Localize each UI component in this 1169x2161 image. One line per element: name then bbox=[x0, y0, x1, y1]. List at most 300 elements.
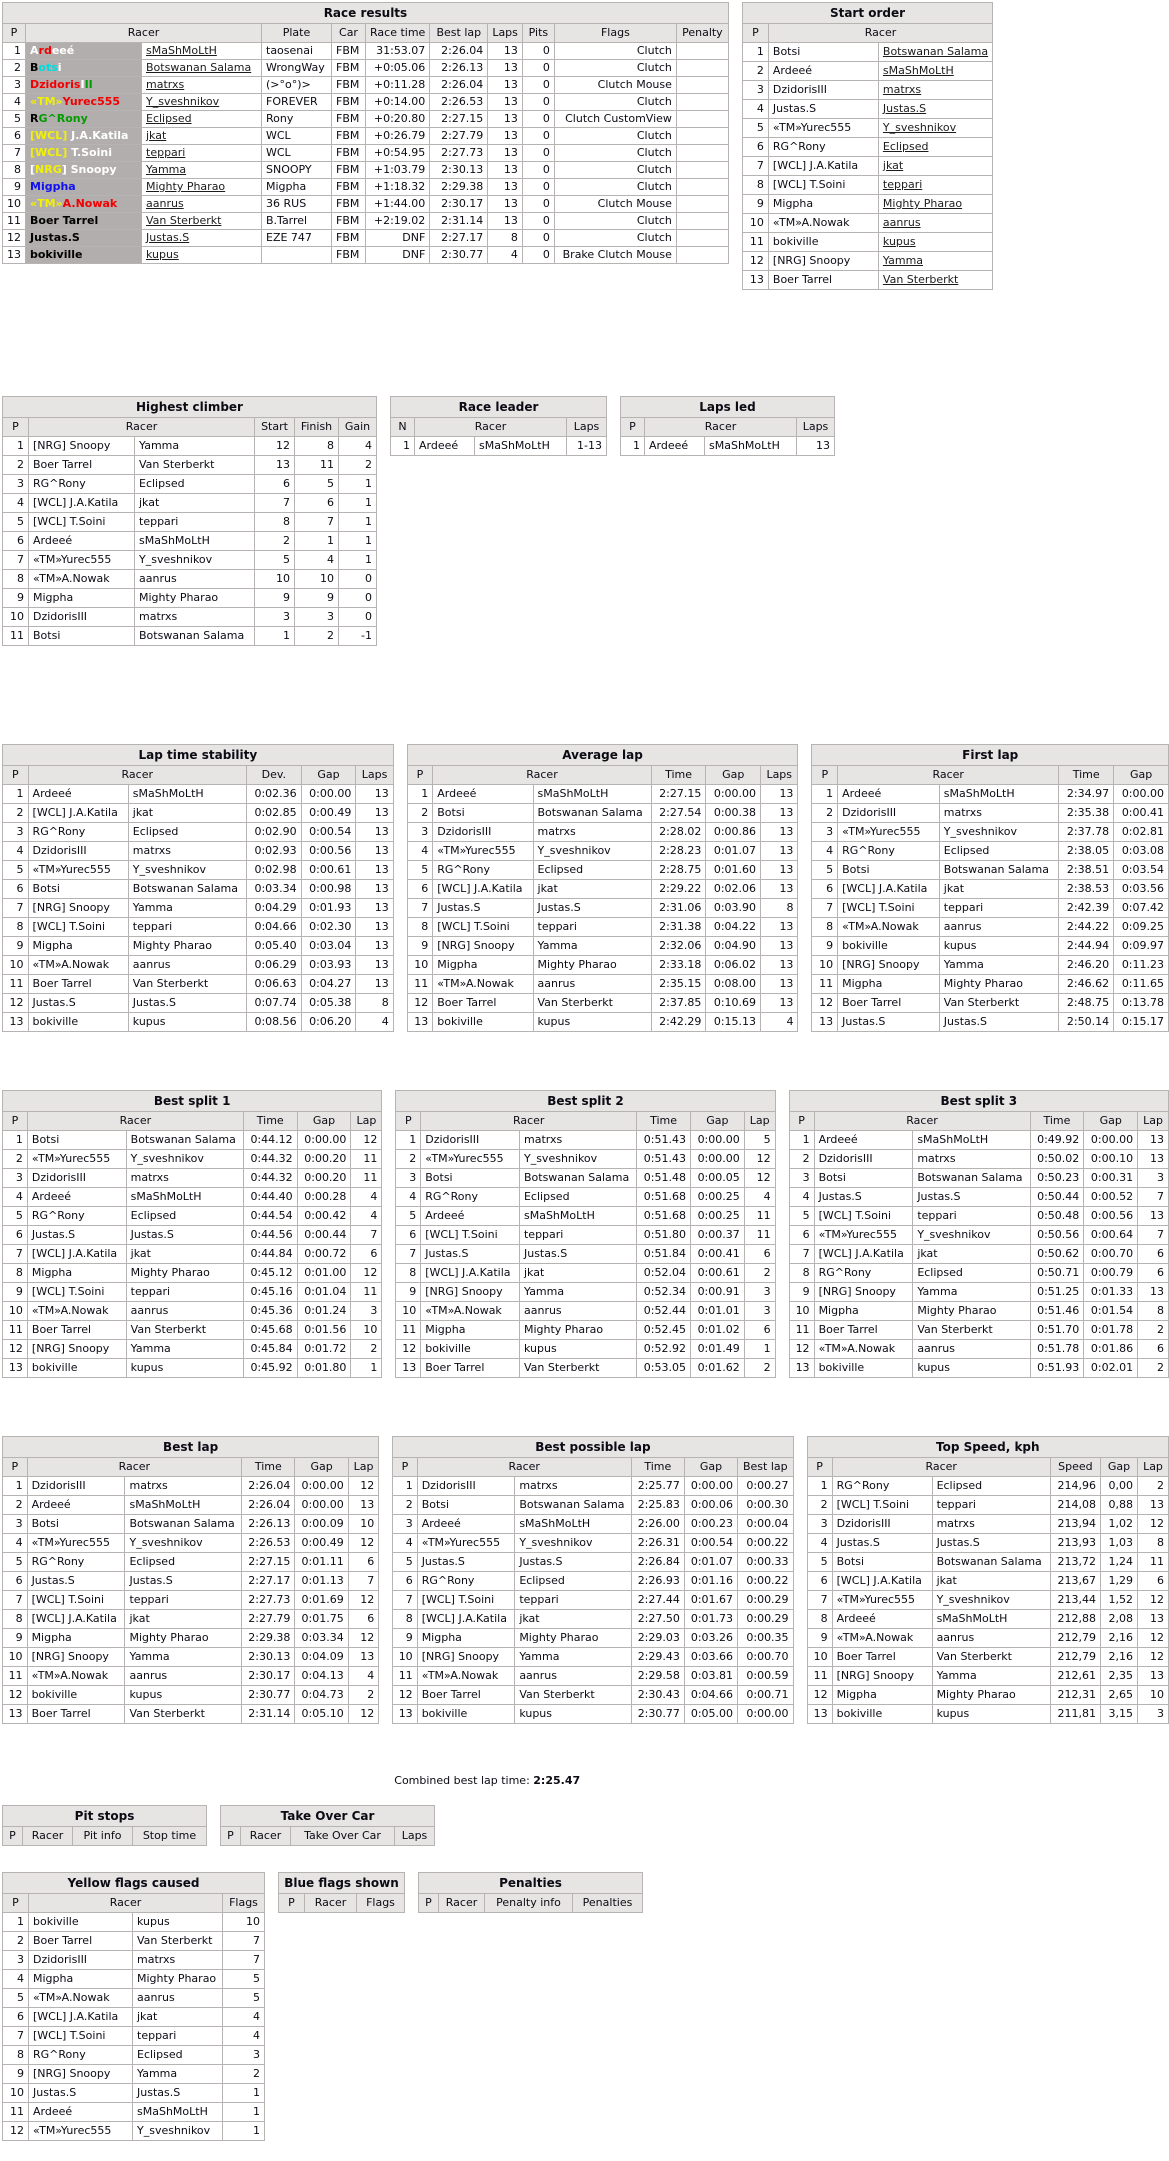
best_split_2-row bbox=[396, 1340, 775, 1359]
racer-account-link[interactable]: teppari bbox=[882, 178, 923, 191]
racer-name bbox=[26, 60, 142, 77]
race_results-cell: Clutch bbox=[554, 43, 676, 60]
lap_time_stability-cell: Eclipsed bbox=[128, 823, 246, 842]
best_split_1-cell: 10 bbox=[351, 1321, 382, 1340]
highest_climber-row bbox=[3, 475, 377, 494]
highest_climber-cell: Yamma bbox=[135, 437, 255, 456]
racer-account-link[interactable]: Mighty Pharao bbox=[882, 197, 963, 210]
yellow_flags-row bbox=[3, 2065, 265, 2084]
yellow_flags-row bbox=[3, 2008, 265, 2027]
racer-name bbox=[26, 111, 142, 128]
highest_climber-cell: 1 bbox=[255, 627, 295, 646]
best_lap-cell: 2:27.15 bbox=[242, 1553, 295, 1572]
racer-account-cell bbox=[142, 230, 262, 247]
racer-name-segment: Migpha bbox=[30, 180, 76, 193]
first_lap-row bbox=[812, 918, 1169, 937]
lap_time_stability-cell: 0:06.63 bbox=[246, 975, 301, 994]
yellow_flags-cell: 5 bbox=[3, 1989, 29, 2008]
lap_time_stability-cell: 13 bbox=[356, 804, 393, 823]
best_split_3-cell: bokiville bbox=[814, 1359, 913, 1378]
best_split_1-cell: matrxs bbox=[126, 1169, 243, 1188]
average_lap-cell: 2:32.06 bbox=[651, 937, 706, 956]
best_split_3-cell: 0:01.54 bbox=[1084, 1302, 1138, 1321]
best_lap-row bbox=[3, 1591, 379, 1610]
race_results-cell: 4 bbox=[488, 247, 523, 264]
best_split_3-cell: 0:01.78 bbox=[1084, 1321, 1138, 1340]
race_results-cell: +0:11.28 bbox=[366, 77, 430, 94]
best_possible_lap-cell: 0:00.04 bbox=[738, 1515, 794, 1534]
band-flags-penalties bbox=[2, 1872, 1169, 2141]
first_lap-row bbox=[812, 861, 1169, 880]
first_lap-cell: Mighty Pharao bbox=[939, 975, 1058, 994]
lap_time_stability-cell: 0:02.98 bbox=[246, 861, 301, 880]
best_lap-cell: 12 bbox=[348, 1591, 379, 1610]
racer-name bbox=[26, 43, 142, 60]
best_lap-cell: 0:01.13 bbox=[295, 1572, 348, 1591]
racer-name bbox=[26, 247, 142, 264]
highest_climber-cell: 6 bbox=[295, 494, 339, 513]
race_results-cell: 2:30.77 bbox=[430, 247, 488, 264]
best_split_3-cell: 2 bbox=[1138, 1321, 1169, 1340]
lap_time_stability-cell: [NRG] Snoopy bbox=[28, 899, 128, 918]
top_speed-cell: 7 bbox=[807, 1591, 832, 1610]
best_split_2-cell: 0:01.01 bbox=[690, 1302, 744, 1321]
best_split_2-cell: 1 bbox=[744, 1340, 775, 1359]
racer-account-link[interactable]: matrxs bbox=[882, 83, 922, 96]
racer-account-link[interactable]: Van Sterberkt bbox=[882, 273, 959, 286]
first_lap-cell: 0:03.08 bbox=[1114, 842, 1169, 861]
race_results-col-penalty: Penalty bbox=[676, 24, 728, 43]
race_results-cell: 0 bbox=[522, 111, 554, 128]
racer-name-segment: Dzidoris bbox=[30, 78, 81, 91]
best_lap-cell: 0:01.75 bbox=[295, 1610, 348, 1629]
first_lap-cell: 0:00.00 bbox=[1114, 785, 1169, 804]
best_split_3-cell: 0:01.86 bbox=[1084, 1340, 1138, 1359]
best_split_1-cell: 11 bbox=[351, 1283, 382, 1302]
race_results-cell: Rony bbox=[262, 111, 332, 128]
average_lap-cell: 2:31.06 bbox=[651, 899, 706, 918]
yellow_flags-row bbox=[3, 1970, 265, 1989]
best_split_2-cell: 0:51.68 bbox=[637, 1207, 691, 1226]
lap_time_stability-cell: kupus bbox=[128, 1013, 246, 1032]
top_speed-cell: 1 bbox=[807, 1477, 832, 1496]
best_split_2-cell: 0:51.80 bbox=[637, 1226, 691, 1245]
highest_climber-cell: 1 bbox=[339, 494, 377, 513]
best_split_2-row bbox=[396, 1188, 775, 1207]
best_possible_lap-col-gap: Gap bbox=[684, 1458, 737, 1477]
band-results bbox=[2, 2, 1169, 290]
best_split_3-cell: Migpha bbox=[814, 1302, 913, 1321]
best_possible_lap-cell: 11 bbox=[393, 1667, 417, 1686]
band-best-laps bbox=[2, 1436, 1169, 1787]
lap_time_stability-row bbox=[3, 880, 394, 899]
racer-account-link[interactable]: Eclipsed bbox=[146, 112, 192, 125]
racer-name-segment: rd bbox=[38, 44, 52, 57]
laps-led-table bbox=[620, 396, 835, 456]
best_lap-col-gap: Gap bbox=[295, 1458, 348, 1477]
race_results-cell: WCL bbox=[262, 128, 332, 145]
best_split_2-cell: 0:51.48 bbox=[637, 1169, 691, 1188]
best-possible-lap-column bbox=[392, 1436, 793, 1787]
racer-account-link[interactable]: jkat bbox=[882, 159, 904, 172]
racer-account-link[interactable]: aanrus bbox=[146, 197, 184, 210]
best_lap-cell: Ardeeé bbox=[27, 1496, 125, 1515]
best_lap-cell: kupus bbox=[125, 1686, 242, 1705]
top_speed-cell: 213,94 bbox=[1050, 1515, 1100, 1534]
average_lap-cell: 2:28.75 bbox=[651, 861, 706, 880]
first_lap-cell: RG^Rony bbox=[838, 842, 940, 861]
race_results-cell: 2:30.13 bbox=[430, 162, 488, 179]
racer-account-link[interactable]: kupus bbox=[146, 248, 179, 261]
best_possible_lap-cell: 2:30.43 bbox=[631, 1686, 684, 1705]
best_possible_lap-cell: 1 bbox=[393, 1477, 417, 1496]
take-over-car-table bbox=[220, 1805, 435, 1846]
racer-account-link[interactable]: Y_sveshnikov bbox=[146, 95, 220, 108]
race_results-row bbox=[3, 94, 729, 111]
racer-account-cell bbox=[878, 62, 992, 81]
highest_climber-cell: -1 bbox=[339, 627, 377, 646]
best_split_1-cell: Mighty Pharao bbox=[126, 1264, 243, 1283]
best_lap-cell: 2:30.13 bbox=[242, 1648, 295, 1667]
best_lap-cell: 5 bbox=[3, 1553, 28, 1572]
best_split_3-cell: 6 bbox=[789, 1226, 814, 1245]
highest_climber-cell: 9 bbox=[255, 589, 295, 608]
best_lap-row bbox=[3, 1686, 379, 1705]
best_split_2-cell: 4 bbox=[744, 1188, 775, 1207]
top_speed-row bbox=[807, 1553, 1168, 1572]
top_speed-cell: jkat bbox=[932, 1572, 1050, 1591]
start_order-cell: 4 bbox=[742, 100, 768, 119]
race_results-cell: FBM bbox=[332, 77, 366, 94]
highest_climber-cell: 2 bbox=[255, 532, 295, 551]
racer-account-link[interactable]: aanrus bbox=[882, 216, 921, 229]
start_order-row bbox=[742, 138, 992, 157]
first_lap-title: First lap bbox=[812, 745, 1169, 766]
race_results-row bbox=[3, 43, 729, 60]
best_split_1-row bbox=[3, 1302, 382, 1321]
best_split_2-cell: 0:52.34 bbox=[637, 1283, 691, 1302]
average_lap-cell: 8 bbox=[761, 899, 798, 918]
best_split_1-row bbox=[3, 1188, 382, 1207]
best_split_2-cell: DzidorisIII bbox=[421, 1131, 520, 1150]
top_speed-cell: Yamma bbox=[932, 1667, 1050, 1686]
racer-name-segment: i bbox=[57, 61, 62, 74]
highest_climber-cell: 12 bbox=[255, 437, 295, 456]
first_lap-cell: 0:09.97 bbox=[1114, 937, 1169, 956]
best_lap-cell: 10 bbox=[3, 1648, 28, 1667]
average_lap-cell: «TM»Yurec555 bbox=[433, 842, 533, 861]
average_lap-cell: 0:00.38 bbox=[706, 804, 761, 823]
best_lap-row bbox=[3, 1629, 379, 1648]
racer-account-link[interactable]: matrxs bbox=[146, 78, 185, 91]
best_split_1-cell: 0:44.56 bbox=[243, 1226, 297, 1245]
race_results-cell: +0:54.95 bbox=[366, 145, 430, 162]
highest_climber-cell: 4 bbox=[3, 494, 29, 513]
racer-name-segment: G^Rony bbox=[38, 112, 88, 125]
racer-account-link[interactable]: sMaShMoLtH bbox=[146, 44, 217, 57]
start_order-cell: bokiville bbox=[768, 233, 878, 252]
best_split_1-row bbox=[3, 1321, 382, 1340]
racer-name-segment: J.A.Katila bbox=[67, 129, 129, 142]
lap_time_stability-cell: 0:02.30 bbox=[301, 918, 356, 937]
top_speed-row bbox=[807, 1705, 1168, 1724]
highest_climber-title: Highest climber bbox=[3, 397, 377, 418]
top_speed-cell: 5 bbox=[807, 1553, 832, 1572]
best_split_2-cell: 0:00.00 bbox=[690, 1150, 744, 1169]
best_lap-cell: 2:26.04 bbox=[242, 1496, 295, 1515]
lap_time_stability-row bbox=[3, 785, 394, 804]
best_possible_lap-cell: Justas.S bbox=[515, 1553, 631, 1572]
start_order-cell: Botsi bbox=[768, 43, 878, 62]
race_results-cell: 2:27.73 bbox=[430, 145, 488, 162]
yellow_flags-cell: 1 bbox=[3, 1913, 29, 1932]
best_possible_lap-row bbox=[393, 1477, 793, 1496]
race_results-cell: FBM bbox=[332, 179, 366, 196]
race_results-cell: 2:27.79 bbox=[430, 128, 488, 145]
best_split_2-cell: Eclipsed bbox=[519, 1188, 636, 1207]
racer-account-link[interactable]: sMaShMoLtH bbox=[882, 64, 954, 77]
best_split_2-row bbox=[396, 1169, 775, 1188]
best_lap-cell: 12 bbox=[348, 1705, 379, 1724]
best_split_3-col-lap: Lap bbox=[1138, 1112, 1169, 1131]
best_possible_lap-cell: DzidorisIII bbox=[417, 1477, 515, 1496]
race_results-cell: FBM bbox=[332, 230, 366, 247]
top_speed-cell: 8 bbox=[807, 1610, 832, 1629]
racer-account-link[interactable]: Botswanan Salama bbox=[882, 45, 989, 58]
highest_climber-cell: Boer Tarrel bbox=[29, 456, 135, 475]
first_lap-cell: «TM»A.Nowak bbox=[838, 918, 940, 937]
best_lap-cell: 2:30.77 bbox=[242, 1686, 295, 1705]
average_lap-cell: 0:00.00 bbox=[706, 785, 761, 804]
average_lap-cell: 2:31.38 bbox=[651, 918, 706, 937]
best_lap-row bbox=[3, 1705, 379, 1724]
best_split_3-cell: 0:00.64 bbox=[1084, 1226, 1138, 1245]
best_split_1-cell: bokiville bbox=[27, 1359, 126, 1378]
first_lap-cell: Justas.S bbox=[838, 1013, 940, 1032]
penalties-col-penalties: Penalties bbox=[573, 1894, 643, 1913]
best_split_1-row bbox=[3, 1131, 382, 1150]
racer-account-cell bbox=[878, 214, 992, 233]
average_lap-cell: 5 bbox=[407, 861, 433, 880]
top_speed-col-p: P bbox=[807, 1458, 832, 1477]
best_lap-row bbox=[3, 1572, 379, 1591]
racer-account-link[interactable]: Eclipsed bbox=[882, 140, 929, 153]
best_split_1-cell: 12 bbox=[351, 1131, 382, 1150]
best_split_2-cell: 3 bbox=[744, 1302, 775, 1321]
lap_time_stability-cell: 13 bbox=[356, 861, 393, 880]
top_speed-cell: Boer Tarrel bbox=[832, 1648, 932, 1667]
start_order-cell: DzidorisIII bbox=[768, 81, 878, 100]
best_split_2-col-gap: Gap bbox=[690, 1112, 744, 1131]
top_speed-row bbox=[807, 1572, 1168, 1591]
race_results-cell: 2:26.04 bbox=[430, 77, 488, 94]
average_lap-cell: 2:28.23 bbox=[651, 842, 706, 861]
first_lap-cell: 0:09.25 bbox=[1114, 918, 1169, 937]
best_possible_lap-cell: 2:26.93 bbox=[631, 1572, 684, 1591]
highest_climber-cell: 2 bbox=[3, 456, 29, 475]
best_lap-cell: 0:00.00 bbox=[295, 1477, 348, 1496]
top_speed-cell: 213,67 bbox=[1050, 1572, 1100, 1591]
yellow_flags-cell: 5 bbox=[223, 1989, 265, 2008]
racer-account-link[interactable]: Yamma bbox=[146, 163, 187, 176]
lap_time_stability-cell: Yamma bbox=[128, 899, 246, 918]
race_results-cell: 2:30.17 bbox=[430, 196, 488, 213]
best_split_3-cell: 3 bbox=[789, 1169, 814, 1188]
best_split_1-row bbox=[3, 1169, 382, 1188]
average_lap-cell: 13 bbox=[761, 861, 798, 880]
racer-name bbox=[26, 145, 142, 162]
racer-account-link[interactable]: Justas.S bbox=[882, 102, 927, 115]
lap-time-stability-table bbox=[2, 744, 394, 1032]
best_split_1-cell: Botsi bbox=[27, 1131, 126, 1150]
best_possible_lap-row bbox=[393, 1496, 793, 1515]
best_split_3-cell: Justas.S bbox=[913, 1188, 1030, 1207]
lap_time_stability-cell: 0:04.66 bbox=[246, 918, 301, 937]
racer-account-link[interactable]: Van Sterberkt bbox=[146, 214, 222, 227]
best_lap-cell: Botswanan Salama bbox=[125, 1515, 242, 1534]
race_results-cell: Clutch Mouse bbox=[554, 196, 676, 213]
best_possible_lap-cell: 0:00.35 bbox=[738, 1629, 794, 1648]
top_speed-cell: 212,61 bbox=[1050, 1667, 1100, 1686]
best_split_1-cell: 0:44.54 bbox=[243, 1207, 297, 1226]
race_leader-row bbox=[391, 437, 607, 456]
best_split_1-cell: 0:00.20 bbox=[297, 1169, 351, 1188]
racer-name-segment: NRG bbox=[35, 163, 62, 176]
yellow_flags-col-flags: Flags bbox=[223, 1894, 265, 1913]
lap_time_stability-col-p: P bbox=[3, 766, 29, 785]
highest_climber-cell: 2 bbox=[339, 456, 377, 475]
best_split_3-cell: 0:00.56 bbox=[1084, 1207, 1138, 1226]
best_split_2-col-racer: Racer bbox=[421, 1112, 637, 1131]
best_split_2-cell: Mighty Pharao bbox=[519, 1321, 636, 1340]
best_split_1-cell: 8 bbox=[3, 1264, 28, 1283]
best_lap-cell: sMaShMoLtH bbox=[125, 1496, 242, 1515]
first_lap-cell: sMaShMoLtH bbox=[939, 785, 1058, 804]
highest_climber-cell: 6 bbox=[255, 475, 295, 494]
average_lap-row bbox=[407, 899, 798, 918]
best_split_3-cell: [WCL] T.Soini bbox=[814, 1207, 913, 1226]
best_split_2-cell: 12 bbox=[744, 1150, 775, 1169]
first_lap-cell: 2:44.94 bbox=[1059, 937, 1114, 956]
lap_time_stability-cell: Mighty Pharao bbox=[128, 937, 246, 956]
top_speed-cell: 212,79 bbox=[1050, 1629, 1100, 1648]
lap_time_stability-cell: Justas.S bbox=[28, 994, 128, 1013]
best_possible_lap-cell: 2:25.77 bbox=[631, 1477, 684, 1496]
racer-account-link[interactable]: Justas.S bbox=[146, 231, 190, 244]
average_lap-row bbox=[407, 975, 798, 994]
best_split_3-col-racer: Racer bbox=[814, 1112, 1030, 1131]
start_order-title: Start order bbox=[742, 3, 992, 24]
best_split_1-cell: 0:01.56 bbox=[297, 1321, 351, 1340]
best_split_2-cell: 12 bbox=[744, 1169, 775, 1188]
highest_climber-cell: 5 bbox=[255, 551, 295, 570]
highest_climber-cell: 5 bbox=[295, 475, 339, 494]
race_results-cell: FBM bbox=[332, 162, 366, 179]
racer-account-link[interactable]: jkat bbox=[146, 129, 167, 142]
start_order-cell: Ardeeé bbox=[768, 62, 878, 81]
racer-name-segment: T.Soini bbox=[67, 146, 112, 159]
racer-account-link[interactable]: Y_sveshnikov bbox=[882, 121, 957, 134]
lap_time_stability-row bbox=[3, 994, 394, 1013]
racer-account-link[interactable]: Yamma bbox=[882, 254, 924, 267]
best_lap-row bbox=[3, 1553, 379, 1572]
racer-name bbox=[26, 213, 142, 230]
racer-account-link[interactable]: Botswanan Salama bbox=[146, 61, 252, 74]
racer-account-link[interactable]: Mighty Pharao bbox=[146, 180, 226, 193]
best_split_2-cell: 0:51.43 bbox=[637, 1150, 691, 1169]
race_results-cell: 4 bbox=[3, 94, 26, 111]
race_results-cell: 11 bbox=[3, 213, 26, 230]
best_split_2-row bbox=[396, 1150, 775, 1169]
best_split_2-cell: 0:51.68 bbox=[637, 1188, 691, 1207]
best_possible_lap-cell: Migpha bbox=[417, 1629, 515, 1648]
pit_stops-col-racer: Racer bbox=[23, 1827, 73, 1846]
highest_climber-cell: Mighty Pharao bbox=[135, 589, 255, 608]
best_split_3-row bbox=[789, 1359, 1168, 1378]
yellow_flags-cell: 9 bbox=[3, 2065, 29, 2084]
top_speed-cell: matrxs bbox=[932, 1515, 1050, 1534]
racer-name-segment: A bbox=[30, 44, 39, 57]
race_results-cell: 12 bbox=[3, 230, 26, 247]
combined-best-lap-note bbox=[394, 1774, 793, 1787]
best_possible_lap-cell: 4 bbox=[393, 1534, 417, 1553]
best_possible_lap-cell: matrxs bbox=[515, 1477, 631, 1496]
best_possible_lap-col-racer: Racer bbox=[417, 1458, 631, 1477]
best_lap-cell: Botsi bbox=[27, 1515, 125, 1534]
lap_time_stability-row bbox=[3, 956, 394, 975]
best_split_3-cell: 0:00.10 bbox=[1084, 1150, 1138, 1169]
lap_time_stability-cell: Van Sterberkt bbox=[128, 975, 246, 994]
best_split_2-cell: 0:01.02 bbox=[690, 1321, 744, 1340]
average_lap-cell: Migpha bbox=[433, 956, 533, 975]
race_results-cell: 8 bbox=[488, 230, 523, 247]
racer-account-link[interactable]: teppari bbox=[146, 146, 186, 159]
yellow_flags-cell: «TM»Yurec555 bbox=[29, 2122, 133, 2141]
first_lap-cell: Botswanan Salama bbox=[939, 861, 1058, 880]
lap_time_stability-row bbox=[3, 937, 394, 956]
average_lap-cell: 13 bbox=[761, 804, 798, 823]
highest_climber-cell: aanrus bbox=[135, 570, 255, 589]
best_lap-cell: [WCL] T.Soini bbox=[27, 1591, 125, 1610]
highest_climber-cell: 7 bbox=[255, 494, 295, 513]
best_lap-col-racer: Racer bbox=[27, 1458, 242, 1477]
average_lap-cell: 2 bbox=[407, 804, 433, 823]
best_lap-col-p: P bbox=[3, 1458, 28, 1477]
best_split_3-row bbox=[789, 1207, 1168, 1226]
race_results-cell: 13 bbox=[488, 94, 523, 111]
blue_flags-col-racer: Racer bbox=[305, 1894, 357, 1913]
laps_led-col-racer: Racer bbox=[645, 418, 797, 437]
first-lap-table bbox=[811, 744, 1169, 1032]
first_lap-row bbox=[812, 842, 1169, 861]
best_lap-cell: 2:26.04 bbox=[242, 1477, 295, 1496]
race_results-cell: 6 bbox=[3, 128, 26, 145]
top_speed-col-racer: Racer bbox=[832, 1458, 1050, 1477]
racer-account-cell bbox=[142, 213, 262, 230]
top_speed-col-speed: Speed bbox=[1050, 1458, 1100, 1477]
best_split_2-cell: 0:52.45 bbox=[637, 1321, 691, 1340]
racer-account-link[interactable]: kupus bbox=[882, 235, 916, 248]
best_split_1-cell: 0:01.04 bbox=[297, 1283, 351, 1302]
average_lap-cell: 0:06.02 bbox=[706, 956, 761, 975]
race_results-cell bbox=[676, 196, 728, 213]
race_results-cell: Clutch bbox=[554, 145, 676, 162]
start_order-col-p: P bbox=[742, 24, 768, 43]
first_lap-cell: 0:03.54 bbox=[1114, 861, 1169, 880]
yellow_flags-cell: Justas.S bbox=[29, 2084, 133, 2103]
best_split_1-title: Best split 1 bbox=[3, 1091, 382, 1112]
best_split_1-cell: kupus bbox=[126, 1359, 243, 1378]
